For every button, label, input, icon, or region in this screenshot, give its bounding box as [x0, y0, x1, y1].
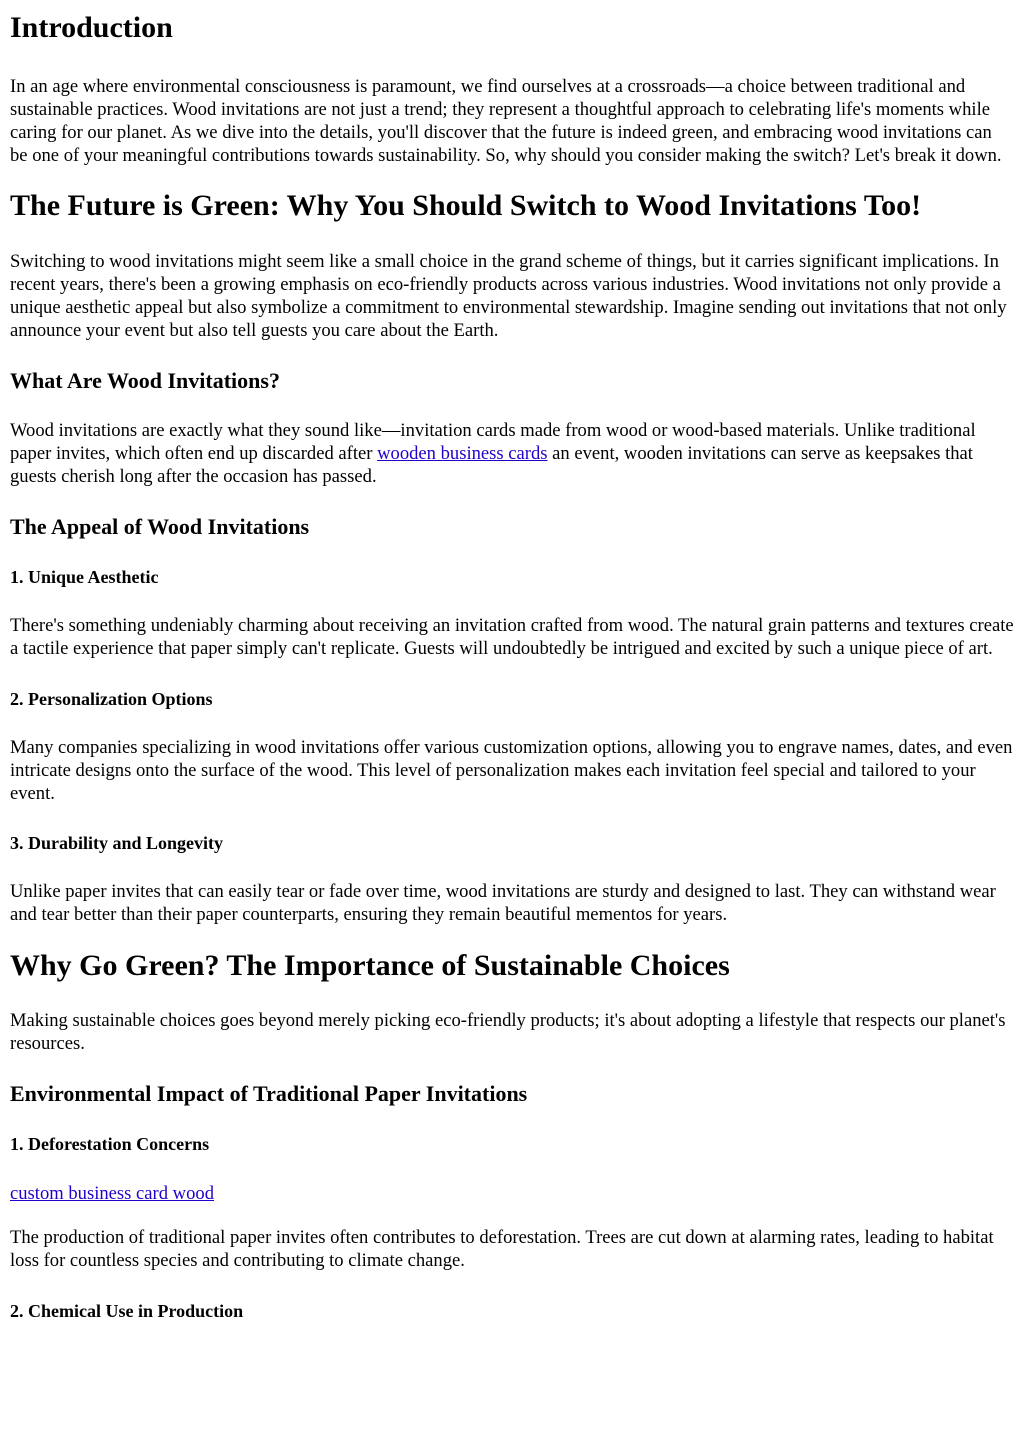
- why-green-paragraph: Making sustainable choices goes beyond merely picking eco-friendly products; it's about adopting a lifestyle that respects our planet's resources.: [10, 1010, 1006, 1054]
- why-green-heading: Why Go Green? The Importance of Sustainable Choices: [10, 949, 730, 982]
- what-text-after: an event, wooden invitations can serve as keepsakes that guests cherish long after the occasion has passed.: [10, 443, 973, 487]
- personalization-paragraph: Many companies specializing in wood invitations offer various customization options, allowing you to engrave names, dates, and even intricate designs onto the surface of the wood. This level of personalization makes each invitation feel special and tailored to your event.: [10, 737, 1013, 804]
- durability-paragraph: Unlike paper invites that can easily tear or fade over time, wood invitations are sturdy and designed to last. They can withstand wear and tear better than their paper counterparts, ensuring they remain beautiful mementos for years.: [10, 881, 996, 925]
- intro-heading: Introduction: [10, 11, 173, 44]
- custom-business-card-wood-link[interactable]: custom business card wood: [10, 1183, 214, 1204]
- appeal-heading: The Appeal of Wood Invitations: [10, 514, 310, 539]
- what-text-before: Wood invitations are exactly what they sound like—invitation cards made from wood or wood-based materials. Unlike traditional paper invites, which often end up discarded after: [10, 420, 976, 464]
- unique-aesthetic-heading: 1. Unique Aesthetic: [10, 567, 159, 587]
- wooden-business-cards-link[interactable]: wooden business cards: [377, 443, 548, 464]
- chemical-use-heading: 2. Chemical Use in Production: [10, 1301, 244, 1321]
- what-heading: What Are Wood Invitations?: [10, 368, 280, 393]
- what-paragraph: [10, 419, 1014, 488]
- environmental-impact-heading: Environmental Impact of Traditional Paper Invitations: [10, 1081, 528, 1106]
- deforestation-heading: 1. Deforestation Concerns: [10, 1134, 210, 1154]
- future-paragraph: Switching to wood invitations might seem like a small choice in the grand scheme of things, but it carries significant implications. In recent years, there's been a growing emphasis on eco-friendly products across various industries. Wood invitations not only provide a unique aesthetic appeal but also symbolize a commitment to environmental stewardship. Imagine sending out invitations that not only announce your event but also tell guests you care about the Earth.: [10, 251, 1007, 341]
- personalization-heading: 2. Personalization Options: [10, 689, 213, 709]
- future-heading: The Future is Green: Why You Should Switch to Wood Invitations Too!: [10, 189, 922, 222]
- deforestation-paragraph: The production of traditional paper invites often contributes to deforestation. Trees are cut down at alarming rates, leading to habitat loss for countless species and contributing to climate change.: [10, 1227, 994, 1271]
- unique-aesthetic-paragraph: There's something undeniably charming about receiving an invitation crafted from wood. The natural grain patterns and textures create a tactile experience that paper simply can't replicate. Guests will undoubtedly be intrigued and excited by such a unique piece of art.: [10, 615, 1014, 659]
- intro-paragraph: In an age where environmental consciousness is paramount, we find ourselves at a crossroads—a choice between traditional and sustainable practices. Wood invitations are not just a trend; they represent a thoughtful approach to celebrating life's moments while caring for our planet. As we dive into the details, you'll discover that the future is indeed green, and embracing wood invitations can be one of your meaningful contributions towards sustainability. So, why should you consider making the switch? Let's break it down.: [10, 76, 1002, 166]
- durability-heading: 3. Durability and Longevity: [10, 833, 224, 853]
- custom-business-card-link-line: [10, 1182, 1014, 1205]
